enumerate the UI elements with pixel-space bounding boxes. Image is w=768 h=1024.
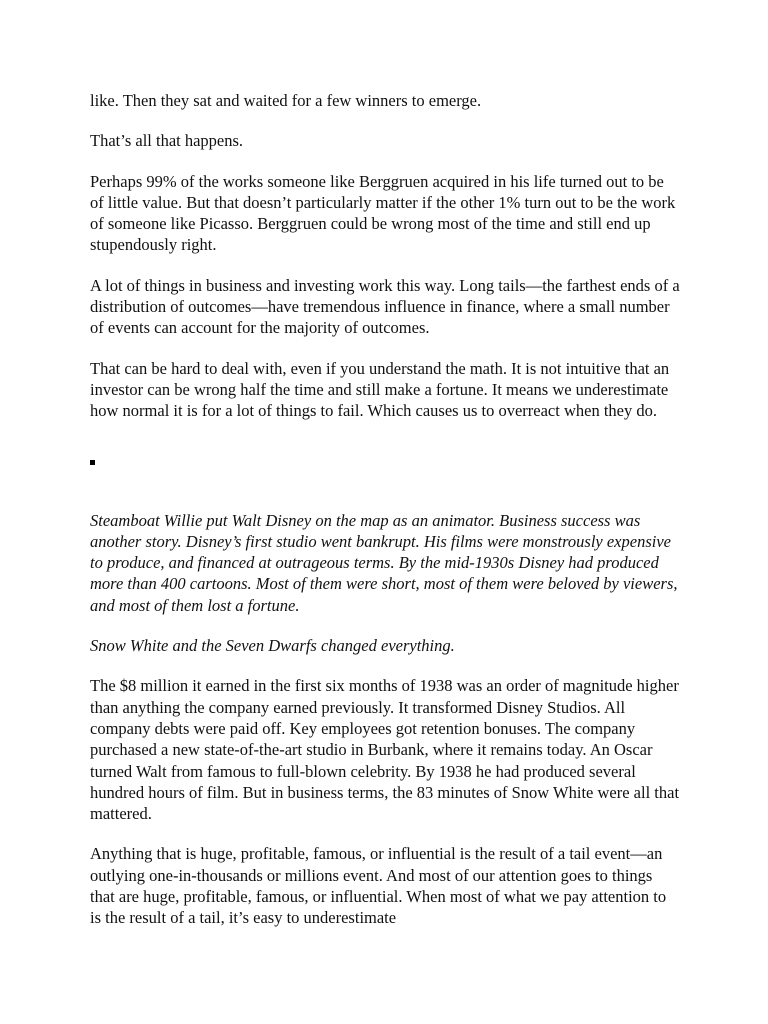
- italic-paragraph-2: Snow White and the Seven Dwarfs changed everything.: [90, 636, 455, 656]
- italic-paragraph-1: Steamboat Willie put Walt Disney on the map as an animator. Business success was another story. Disney’s first studio went bankrupt. His films were monstrously expensive to produce, and financed at outrageous terms. By the mid-1930s Disney had produced more than 400 cartoons. Most of them were short, most of them were beloved by viewers, and most of them lost a fortune.: [90, 510, 678, 615]
- paragraph-4: A lot of things in business and investing work this way. Long tails—the farthest ends of a distribution of outcomes—have tremendous influence in finance, where a small number of events can account for the majority of outcomes.: [90, 275, 680, 338]
- paragraph-2: That’s all that happens.: [90, 131, 244, 151]
- paragraph-5: That can be hard to deal with, even if you understand the math. It is not intuitive that an investor can be wrong half the time and still make a fortune. It means we underestimate how normal it is for a lot of things to fail. Which causes us to overreact when they do.: [90, 358, 670, 421]
- paragraph-7: Anything that is huge, profitable, famous, or influential is the result of a tail event—an outlying one-in-thousands or millions event. And most of our attention goes to things that are huge, profitable, famous, or influential. When most of what we pay attention to is the result of a tail, it’s easy to underestimate: [90, 844, 667, 928]
- paragraph-6: The $8 million it earned in the first six months of 1938 was an order of magnitude higher than anything the company earned previously. It transformed Disney Studios. All company debts were paid off. Key employees got retention bonuses. The company purchased a new state-of-the-art studio in Burbank, where it remains today. An Oscar turned Walt from famous to full-blown celebrity. By 1938 he had produced several hundred hours of film. But in business terms, the 83 minutes of Snow White were all that mattered.: [90, 676, 680, 824]
- paragraph-3: Perhaps 99% of the works someone like Berggruen acquired in his life turned out to be of little value. But that doesn’t particularly matter if the other 1% turn out to be the work of someone like Picasso. Berggruen could be wrong most of the time and still end up stupendously right.: [90, 171, 676, 255]
- document-body: [90, 90, 680, 932]
- paragraph-1: like. Then they sat and waited for a few winners to emerge.: [90, 91, 482, 110]
- section-break-marker: [90, 460, 95, 465]
